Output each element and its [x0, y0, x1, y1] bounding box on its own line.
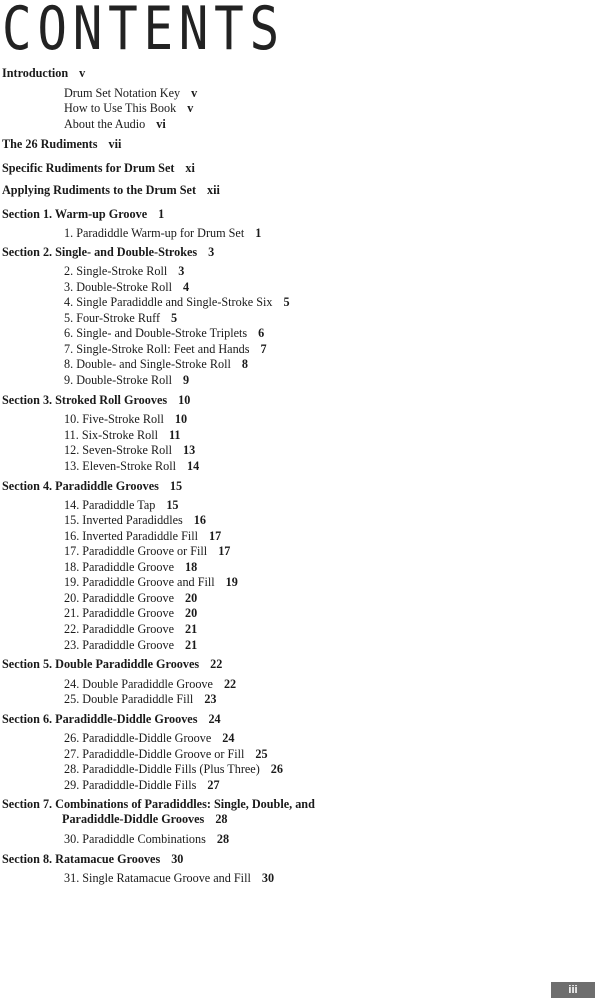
toc-entry-page-number: 25	[255, 747, 268, 761]
toc-section-entry[interactable]	[62, 812, 228, 827]
toc-entry-title: 26. Paradiddle-Diddle Groove	[64, 731, 212, 745]
toc-entry-title: Section 8. Ratamacue Grooves	[2, 852, 161, 866]
toc-entry-title: 12. Seven-Stroke Roll	[64, 443, 172, 457]
toc-entry-title: 3. Double-Stroke Roll	[64, 280, 172, 294]
toc-subentry[interactable]	[64, 295, 290, 310]
toc-entry-title: Drum Set Notation Key	[64, 86, 181, 100]
toc-subentry[interactable]	[64, 280, 189, 295]
toc-subentry[interactable]	[64, 443, 195, 458]
toc-entry-title: 14. Paradiddle Tap	[64, 498, 156, 512]
toc-section-entry[interactable]	[2, 852, 183, 867]
toc-section-entry[interactable]	[2, 183, 220, 198]
toc-entry-title: 11. Six-Stroke Roll	[64, 428, 159, 442]
toc-entry-title: 16. Inverted Paradiddle Fill	[64, 529, 199, 543]
toc-section-entry[interactable]	[2, 207, 164, 222]
toc-entry-page-number: 18	[185, 560, 198, 574]
toc-subentry[interactable]	[64, 778, 220, 793]
toc-entry-title: 8. Double- and Single-Stroke Roll	[64, 357, 231, 371]
toc-subentry[interactable]	[64, 544, 230, 559]
toc-entry-title: Specific Rudiments for Drum Set	[2, 161, 175, 175]
toc-section-entry[interactable]	[2, 245, 214, 260]
toc-entry-title: 20. Paradiddle Groove	[64, 591, 174, 605]
toc-entry-title: 25. Double Paradiddle Fill	[64, 692, 194, 706]
toc-entry-title: Paradiddle-Diddle Grooves	[62, 812, 205, 826]
toc-entry-page-number: 10	[178, 393, 191, 407]
toc-subentry[interactable]	[64, 591, 197, 606]
toc-subentry[interactable]	[64, 264, 184, 279]
toc-entry-page-number: 6	[258, 326, 265, 340]
toc-subentry[interactable]	[64, 747, 268, 762]
toc-subentry[interactable]	[64, 373, 189, 388]
toc-entry-page-number: 30	[171, 852, 184, 866]
toc-entry-page-number: 10	[174, 412, 188, 426]
toc-subentry[interactable]	[64, 357, 248, 372]
toc-entry-page-number: 14	[187, 459, 200, 473]
toc-entry-title: 7. Single-Stroke Roll: Feet and Hands	[64, 342, 250, 356]
toc-subentry[interactable]	[64, 560, 197, 575]
toc-entry-title: 18. Paradiddle Groove	[64, 560, 174, 574]
toc-entry-page-number: 28	[215, 812, 228, 826]
toc-subentry[interactable]	[64, 459, 199, 474]
toc-entry-title: The 26 Rudiments	[2, 137, 98, 151]
toc-entry-page-number: vii	[108, 137, 122, 151]
toc-entry-page-number: 20	[185, 606, 198, 620]
toc-entry-title: Section 3. Stroked Roll Grooves	[2, 393, 168, 407]
toc-subentry[interactable]	[64, 692, 217, 707]
toc-entry-page-number: 17	[209, 529, 222, 543]
toc-entry-page-number: 3	[208, 245, 215, 259]
toc-entry-page-number: 19	[225, 575, 238, 589]
toc-subentry[interactable]	[64, 677, 236, 692]
toc-subentry[interactable]	[64, 762, 283, 777]
toc-entry-page-number: 9	[183, 373, 190, 387]
toc-entry-page-number: 23	[204, 692, 217, 706]
toc-entry-title: 13. Eleven-Stroke Roll	[64, 459, 177, 473]
toc-entry-title: Section 5. Double Paradiddle Grooves	[2, 657, 200, 671]
toc-section-entry[interactable]	[2, 137, 121, 152]
toc-subentry[interactable]	[64, 871, 274, 886]
toc-entry-page-number: 28	[216, 832, 230, 846]
toc-entry-page-number: 26	[270, 762, 283, 776]
toc-entry-title: 1. Paradiddle Warm-up for Drum Set	[64, 226, 245, 240]
toc-subentry[interactable]	[64, 326, 264, 341]
toc-entry-page-number: 27	[207, 778, 220, 792]
toc-entry-title: 17. Paradiddle Groove or Fill	[64, 544, 208, 558]
toc-entry-title: 27. Paradiddle-Diddle Groove or Fill	[64, 747, 245, 761]
toc-entry-page-number: 3	[178, 264, 185, 278]
toc-section-entry[interactable]	[2, 657, 222, 672]
toc-entry-title: 29. Paradiddle-Diddle Fills	[64, 778, 197, 792]
toc-entry-page-number: 15	[169, 479, 183, 493]
toc-entry-title: About the Audio	[64, 117, 146, 131]
page-title: CONTENTS	[2, 0, 285, 64]
toc-entry-page-number: xii	[207, 183, 220, 197]
toc-subentry[interactable]	[64, 731, 234, 746]
toc-subentry[interactable]	[64, 638, 197, 653]
toc-entry-title: 4. Single Paradiddle and Single-Stroke Six	[64, 295, 273, 309]
toc-entry-page-number: 7	[260, 342, 267, 356]
toc-subentry[interactable]	[64, 622, 197, 637]
toc-entry-title: 24. Double Paradiddle Groove	[64, 677, 213, 691]
toc-subentry[interactable]	[64, 412, 187, 427]
toc-entry-title: 6. Single- and Double-Stroke Triplets	[64, 326, 248, 340]
toc-subentry[interactable]	[64, 832, 229, 847]
toc-subentry[interactable]	[64, 342, 267, 357]
toc-entry-page-number: 16	[193, 513, 206, 527]
toc-subentry[interactable]	[64, 86, 197, 101]
toc-entry-page-number: 13	[183, 443, 196, 457]
toc-entry-title: Section 7. Combinations of Paradiddles: Single, Double, and	[2, 797, 315, 811]
toc-entry-title: 21. Paradiddle Groove	[64, 606, 174, 620]
toc-entry-page-number: 20	[185, 591, 198, 605]
toc-entry-page-number: v	[191, 86, 198, 100]
toc-entry-page-number: vi	[156, 117, 166, 131]
toc-entry-page-number: 1	[158, 207, 165, 221]
toc-entry-title: 2. Single-Stroke Roll	[64, 264, 168, 278]
toc-subentry[interactable]	[64, 101, 193, 116]
toc-subentry[interactable]	[64, 498, 179, 513]
toc-entry-page-number: 8	[241, 357, 248, 371]
toc-entry-page-number: 1	[255, 226, 262, 240]
toc-entry-page-number: 24	[222, 731, 235, 745]
toc-entry-title: 5. Four-Stroke Ruff	[64, 311, 161, 325]
toc-entry-title: 30. Paradiddle Combinations	[64, 832, 206, 846]
toc-subentry[interactable]	[64, 513, 206, 528]
toc-entry-title: Applying Rudiments to the Drum Set	[2, 183, 197, 197]
toc-subentry[interactable]	[64, 428, 181, 443]
toc-entry-title: Introduction	[2, 66, 69, 80]
toc-entry-page-number: 24	[208, 712, 221, 726]
toc-entry-title: Section 6. Paradiddle-Diddle Grooves	[2, 712, 198, 726]
toc-subentry[interactable]	[64, 226, 261, 241]
toc-entry-title: 19. Paradiddle Groove and Fill	[64, 575, 215, 589]
toc-section-entry[interactable]	[2, 797, 315, 812]
toc-subentry[interactable]	[64, 575, 238, 590]
toc-entry-title: 15. Inverted Paradiddles	[64, 513, 183, 527]
toc-section-entry[interactable]	[2, 393, 190, 408]
toc-subentry[interactable]	[64, 117, 166, 132]
toc-entry-title: 31. Single Ratamacue Groove and Fill	[64, 871, 251, 885]
page-number-folio: iii	[551, 982, 595, 998]
toc-section-entry[interactable]	[2, 479, 182, 494]
toc-entry-title: How to Use This Book	[64, 101, 177, 115]
toc-section-entry[interactable]	[2, 66, 85, 81]
toc-section-entry[interactable]	[2, 161, 195, 176]
toc-entry-title: 23. Paradiddle Groove	[64, 638, 174, 652]
toc-entry-page-number: 15	[166, 498, 179, 512]
toc-subentry[interactable]	[64, 311, 177, 326]
toc-entry-page-number: 5	[283, 295, 290, 309]
toc-entry-title: Section 2. Single- and Double-Strokes	[2, 245, 198, 259]
toc-entry-page-number: 22	[210, 657, 223, 671]
toc-entry-page-number: 30	[261, 871, 275, 885]
toc-entry-title: 9. Double-Stroke Roll	[64, 373, 172, 387]
toc-entry-title: 10. Five-Stroke Roll	[64, 412, 164, 426]
toc-subentry[interactable]	[64, 529, 221, 544]
toc-entry-page-number: xi	[185, 161, 195, 175]
toc-entry-page-number: v	[79, 66, 86, 80]
toc-section-entry[interactable]	[2, 712, 221, 727]
toc-entry-page-number: v	[187, 101, 194, 115]
toc-entry-title: Section 1. Warm-up Groove	[2, 207, 148, 221]
toc-entry-page-number: 22	[223, 677, 237, 691]
toc-entry-title: 22. Paradiddle Groove	[64, 622, 174, 636]
toc-entry-page-number: 21	[185, 638, 198, 652]
toc-entry-page-number: 5	[171, 311, 178, 325]
toc-entry-title: 28. Paradiddle-Diddle Fills (Plus Three)	[64, 762, 260, 776]
toc-entry-page-number: 11	[169, 428, 181, 442]
toc-subentry[interactable]	[64, 606, 197, 621]
toc-entry-page-number: 4	[183, 280, 190, 294]
toc-entry-page-number: 21	[185, 622, 198, 636]
toc-entry-title: Section 4. Paradiddle Grooves	[2, 479, 159, 493]
toc-entry-page-number: 17	[218, 544, 231, 558]
